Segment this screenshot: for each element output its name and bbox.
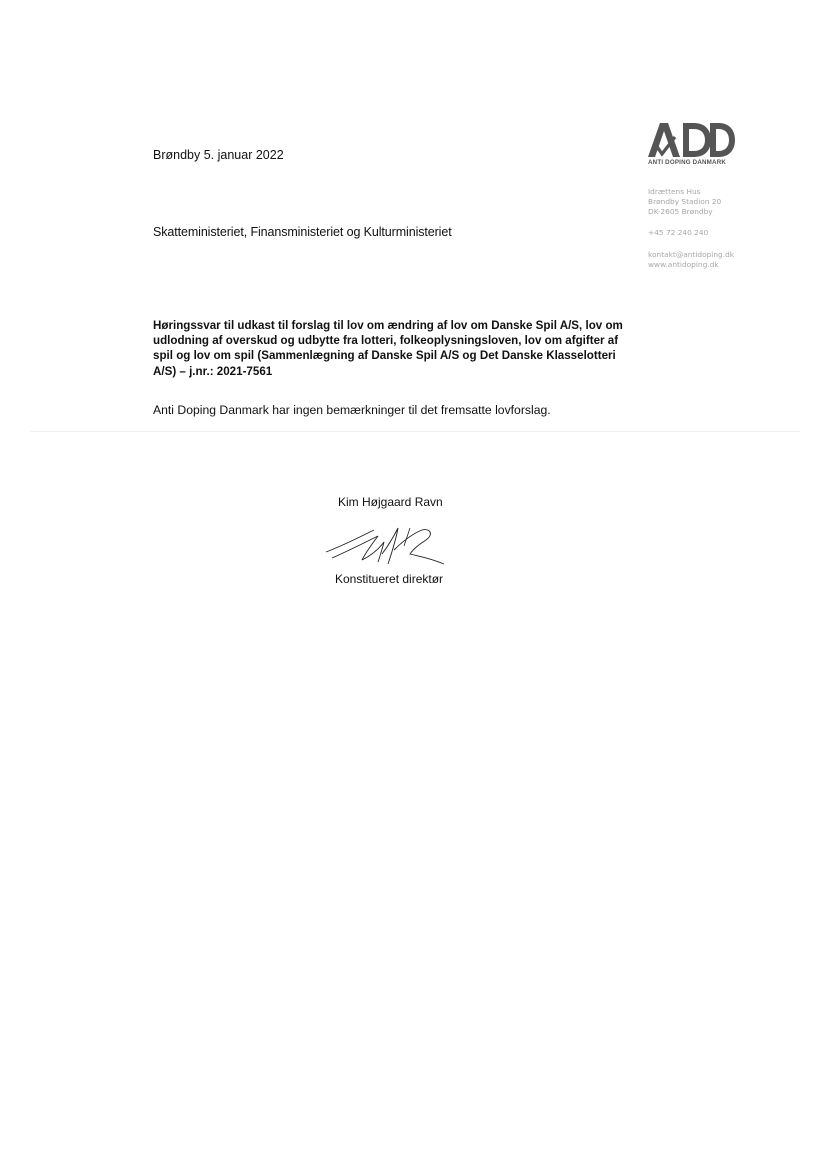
letter-date: Brøndby 5. januar 2022 xyxy=(153,148,284,162)
contact-website-link[interactable]: www.antidoping.dk xyxy=(648,260,719,269)
handwritten-signature xyxy=(322,524,452,570)
address-line: Idrættens Hus xyxy=(648,187,701,196)
contact-web xyxy=(648,250,734,270)
letter-subject xyxy=(153,318,629,379)
subject-line: spil og lov om spil (Sammenlægning af Danske Spil A/S og Det Danske Klasselotteri xyxy=(153,349,616,363)
address-line: DK-2605 Brøndby xyxy=(648,207,713,216)
page-divider xyxy=(30,431,800,432)
contact-phone: +45 72 240 240 xyxy=(648,228,709,237)
signer-name: Kim Højgaard Ravn xyxy=(338,495,443,509)
add-logo xyxy=(648,121,768,166)
signer-title: Konstitueret direktør xyxy=(335,572,444,586)
subject-line: Høringssvar til udkast til forslag til lov om ændring af lov om Danske Spil A/S, lov om xyxy=(153,319,623,332)
letter-recipient: Skatteministeriet, Finansministeriet og Kulturministeriet xyxy=(153,225,452,239)
address-line: Brøndby Stadion 20 xyxy=(648,197,722,206)
subject-line: A/S) – j.nr.: 2021-7561 xyxy=(153,364,273,378)
logo-tagline: ANTI DOPING DANMARK xyxy=(648,159,727,166)
contact-email-link[interactable]: kontakt@antidoping.dk xyxy=(648,250,735,259)
subject-line: udlodning af overskud og udbytte fra lotteri, folkeoplysningsloven, lov om afgifter af xyxy=(153,334,619,348)
add-logo-mark xyxy=(648,121,736,157)
letter-body: Anti Doping Danmark har ingen bemærkninger til det fremsatte lovforslag. xyxy=(153,403,551,417)
contact-address xyxy=(648,187,721,217)
